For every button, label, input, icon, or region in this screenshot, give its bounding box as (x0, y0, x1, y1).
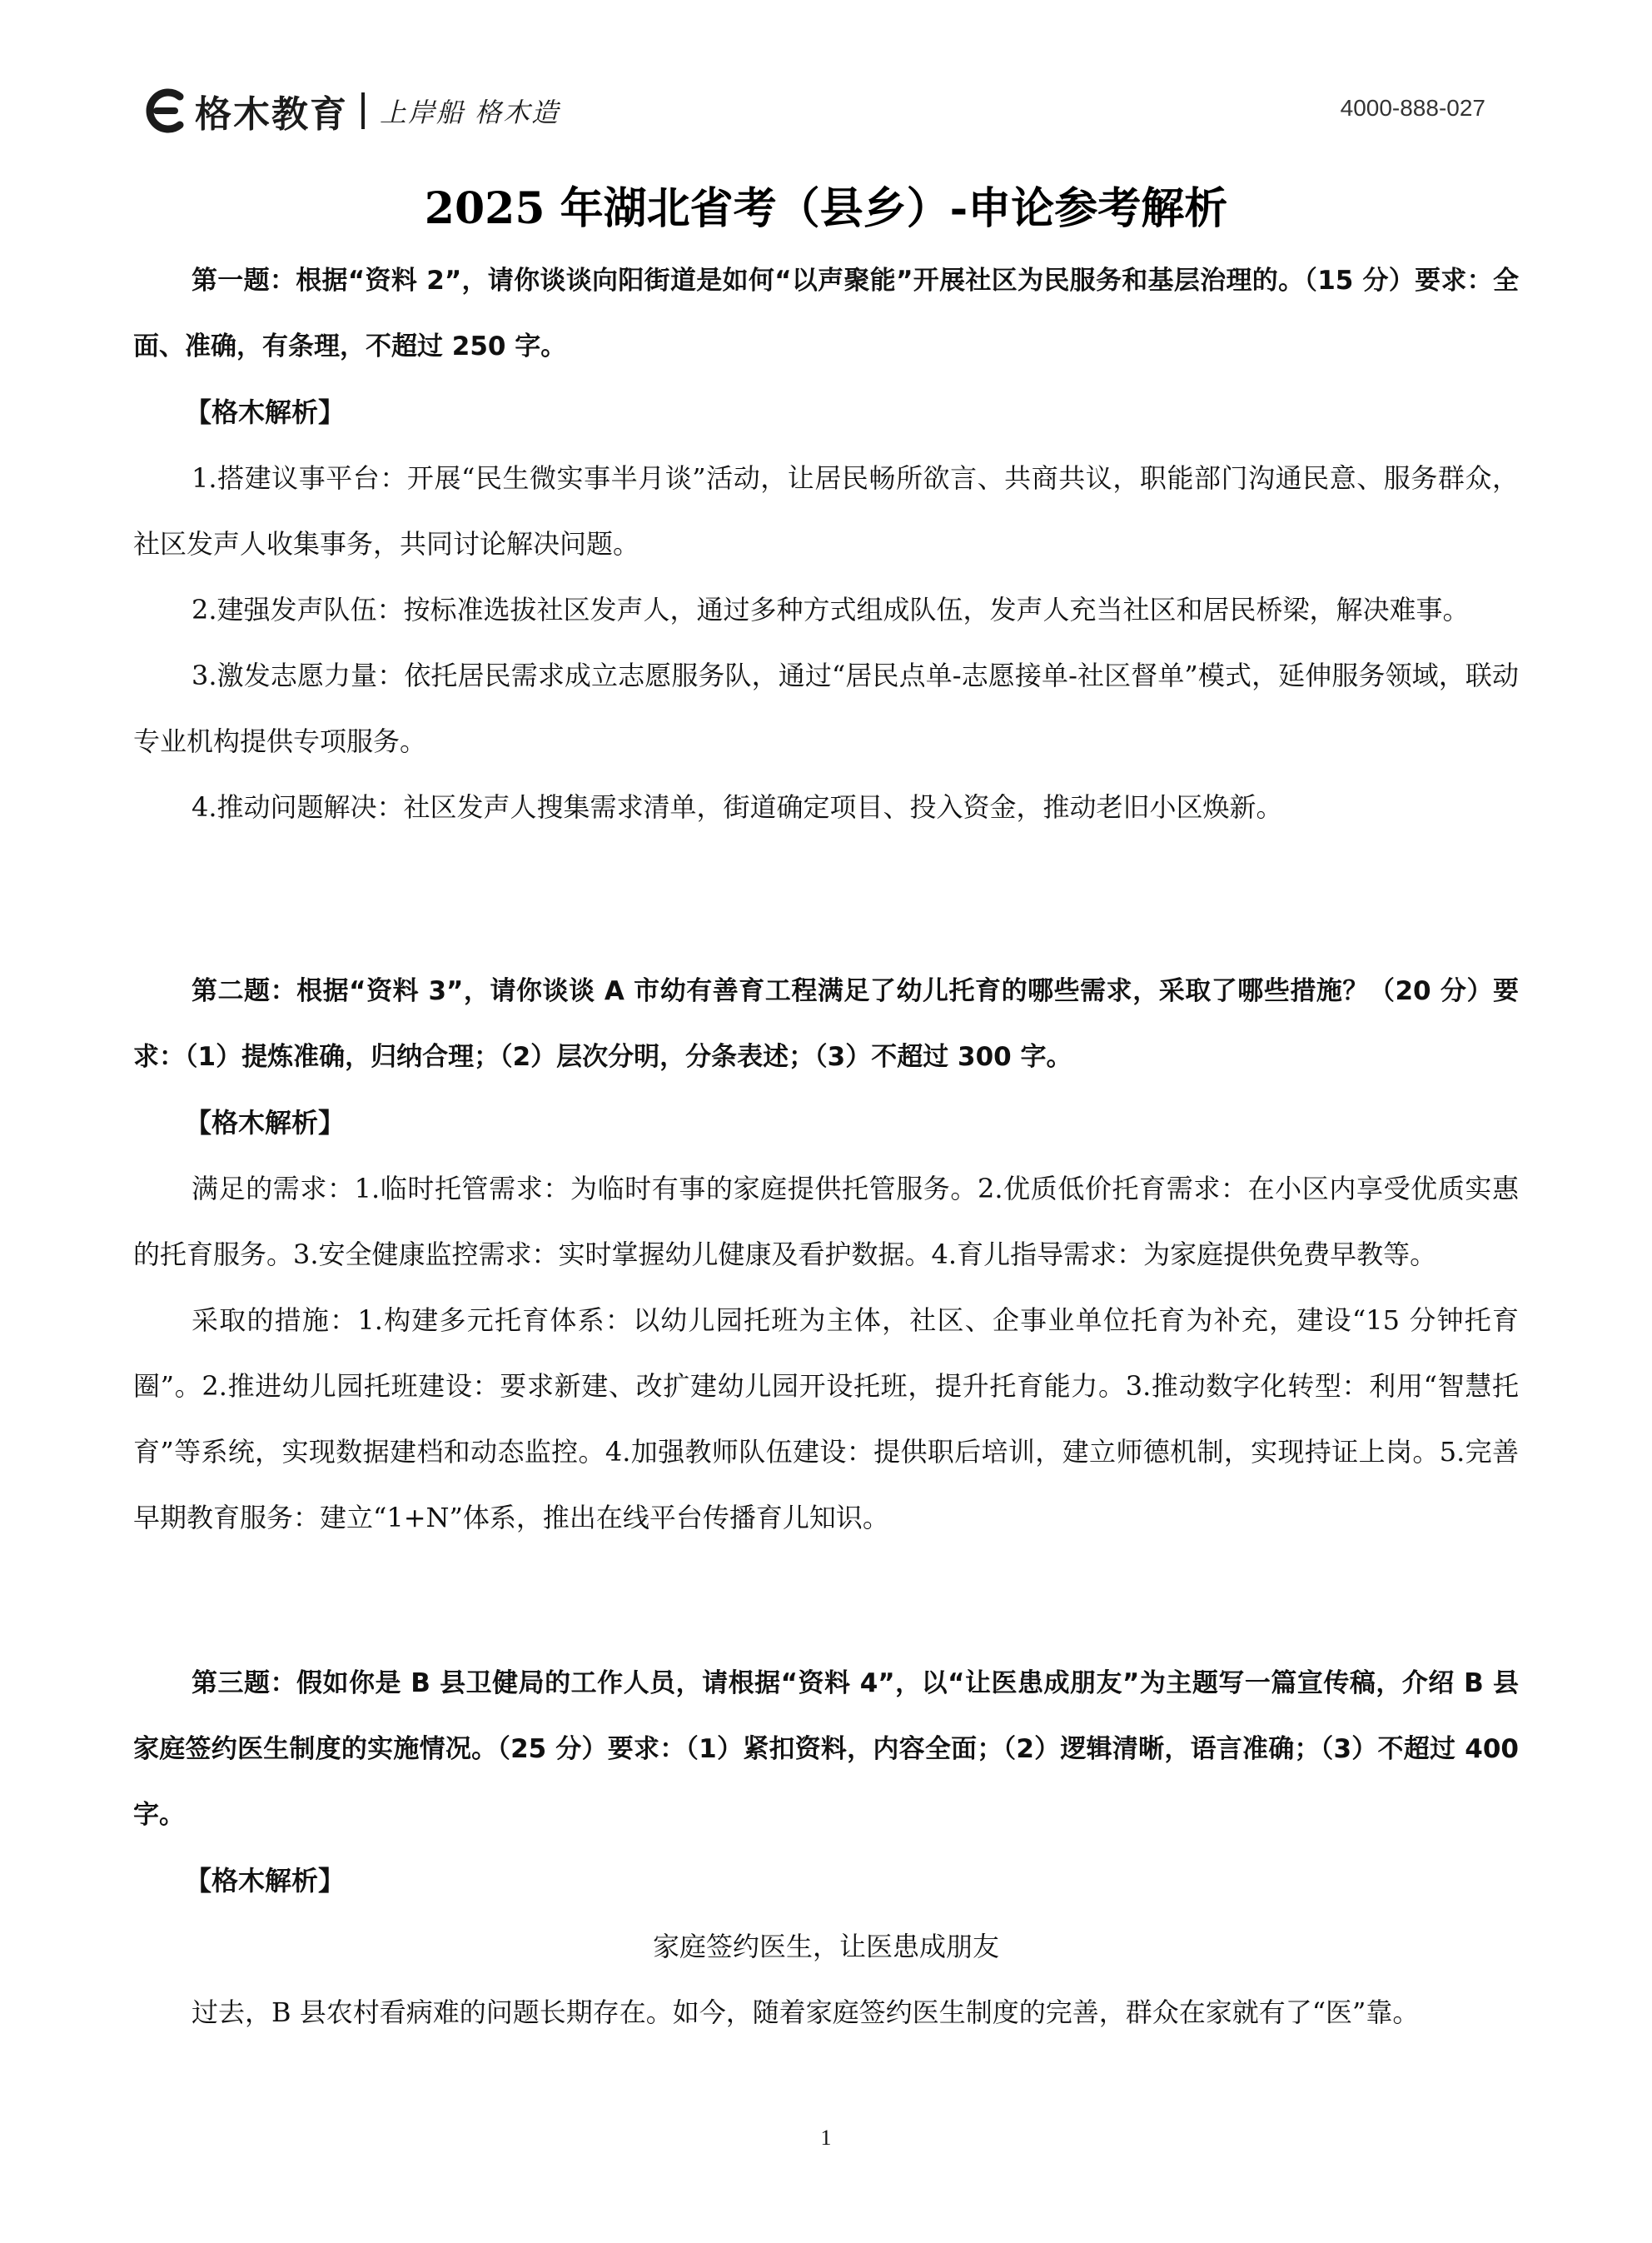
answer-1-point-1: 1.搭建议事平台：开展“民生微实事半月谈”活动，让居民畅所欲言、共商共议，职能部门沟通民意、服务群众，社区发声人收集事务，共同讨论解决问题。 (133, 462, 1519, 560)
logo-divider (361, 92, 365, 129)
phone-number: 4000-888-027 (1340, 95, 1485, 121)
logo-mark-icon (142, 88, 187, 133)
section-3 (133, 1651, 1519, 2046)
question-1: 第一题：根据“资料 2”，请你谈谈向阳街道是如何“以声聚能”开展社区为民服务和基层治理的。（15 分）要求：全面、准确，有条理，不超过 250 字。 (133, 266, 1519, 361)
answer-1-point-3: 3.激发志愿力量：依托居民需求成立志愿服务队，通过“居民点单-志愿接单-社区督单”模式，延伸服务领域，联动专业机构提供专项服务。 (133, 660, 1519, 757)
brand-logo (142, 82, 560, 140)
logo-text: 格木教育 (195, 93, 348, 136)
answer-2-measures: 采取的措施：1.构建多元托育体系：以幼儿园托班为主体，社区、企事业单位托育为补充，建设“15 分钟托育圈”。2.推进幼儿园托班建设：要求新建、改扩建幼儿园开设托班，提升托育能力。3.推动数字化转型：利用“智慧托育”等系统，实现数据建档和动态监控。4.加强教师队伍建设：提供职后培训，建立师德机制，实现持证上岗。5.完善早期教育服务：建立“1+N”体系，推出在线平台传播育儿知识。 (133, 1304, 1519, 1533)
essay-title: 家庭签约医生，让医患成朋友 (652, 1931, 999, 1962)
answer-1-point-2: 2.建强发声队伍：按标准选拔社区发声人，通过多种方式组成队伍，发声人充当社区和居民桥梁，解决难事。 (192, 594, 1470, 626)
answer-2-needs: 满足的需求：1.临时托管需求：为临时有事的家庭提供托管服务。2.优质低价托育需求：在小区内享受优质实惠的托育服务。3.安全健康监控需求：实时掌握幼儿健康及看护数据。4.育儿指导需求：为家庭提供免费早教等。 (133, 1173, 1519, 1270)
analysis-tag-2: 【格木解析】 (185, 1107, 346, 1139)
analysis-tag-3: 【格木解析】 (185, 1865, 346, 1897)
section-1 (133, 248, 1519, 840)
logo-slogan: 上岸船 格木造 (380, 97, 560, 128)
essay-paragraph-1: 过去，B 县农村看病难的问题长期存在。如今，随着家庭签约医生制度的完善，群众在家就有了“医”靠。 (192, 1996, 1420, 2028)
answer-1-point-4: 4.推动问题解决：社区发声人搜集需求清单，街道确定项目、投入资金，推动老旧小区焕新。 (192, 791, 1283, 823)
question-3: 第三题：假如你是 B 县卫健局的工作人员，请根据“资料 4”，以“让医患成朋友”为主题写一篇宣传稿，介绍 B 县家庭签约医生制度的实施情况。（25 分）要求：（1）紧扣资料，内容全面；（2）逻辑清晰，语言准确；（3）不超过 400 字。 (133, 1668, 1519, 1830)
section-2 (133, 959, 1519, 1551)
page-number: 1 (820, 2126, 832, 2150)
document-title: 2025 年湖北省考（县乡）-申论参考解析 (424, 183, 1228, 234)
question-2: 第二题：根据“资料 3”，请你谈谈 A 市幼有善育工程满足了幼儿托育的哪些需求，采取了哪些措施？（20 分）要求：（1）提炼准确，归纳合理；（2）层次分明，分条表述；（3）不超过 300 字。 (133, 976, 1519, 1072)
analysis-tag-1: 【格木解析】 (185, 396, 346, 428)
